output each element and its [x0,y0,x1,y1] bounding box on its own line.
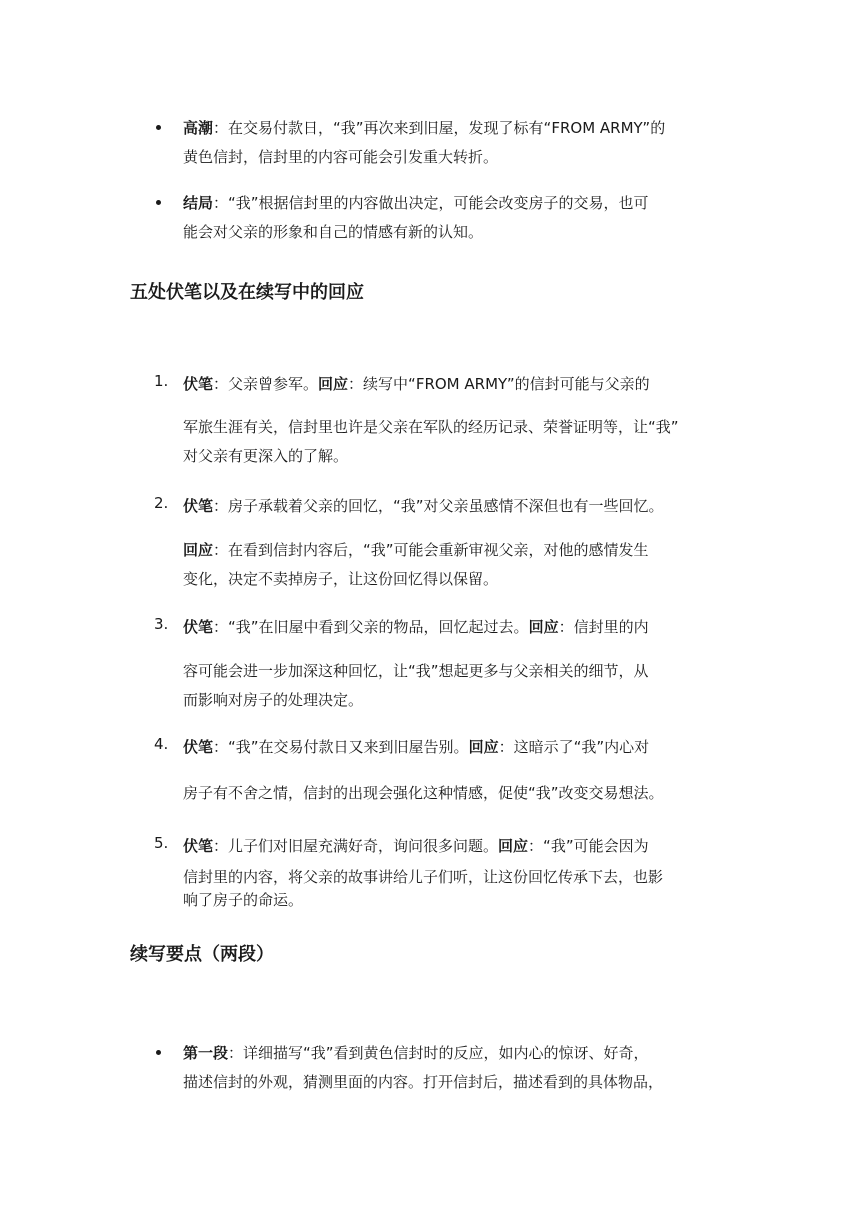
foreshadow-4-line-1 [183,735,738,759]
response-term: 回应 [318,375,349,393]
foreshadow-1-line-1 [183,372,738,396]
response-text: ：“我”可能会因为 [528,837,649,855]
foreshadow-text: ：儿子们对旧屋充满好奇，询问很多问题。 [213,837,499,855]
ending-line-1 [183,189,738,218]
foreshadow-5-line-2: 信封里的内容，将父亲的故事讲给儿子们听，让这份回忆传承下去，也影 [183,868,664,886]
foreshadow-text: ：“我”在旧屋中看到父亲的物品，回忆起过去。 [213,618,529,636]
response-term: 回应 [183,541,214,559]
response-text: ：续写中“FROM ARMY”的信封可能与父亲的 [348,375,650,393]
foreshadow-text: ：房子承载着父亲的回忆，“我”对父亲虽感情不深但也有一些回忆。 [213,497,664,515]
climax-text-1: ：在交易付款日，“我”再次来到旧屋，发现了标有“FROM ARMY”的 [213,119,666,137]
ending-line-2: 能会对父亲的形象和自己的情感有新的认知。 [183,223,484,241]
list-number: 1. [154,372,169,390]
foreshadow-2-line-2 [183,538,649,562]
para1-line-1 [183,1039,738,1068]
climax-line-1 [183,114,738,143]
list-item-foreshadow-2 [154,494,738,588]
response-text: ：在看到信封内容后，“我”可能会重新审视父亲，对他的感情发生 [213,541,649,559]
section-heading-foreshadows: 五处伏笔以及在续写中的回应 [130,282,364,303]
para1-text-1: ：详细描写“我”看到黄色信封时的反应，如内心的惊讶、好奇， [228,1044,649,1062]
foreshadow-4-line-2: 房子有不舍之情，信封的出现会强化这种情感，促使“我”改变交易想法。 [183,784,664,802]
response-text: ：信封里的内 [558,618,649,636]
para1-term: 第一段 [183,1044,229,1062]
list-item-foreshadow-5 [154,834,738,909]
foreshadow-term: 伏笔 [183,375,214,393]
ending-term: 结局 [183,194,214,212]
foreshadow-5-line-3: 响了房子的命运。 [183,891,304,909]
foreshadow-term: 伏笔 [183,738,214,756]
list-item-foreshadow-4 [154,735,738,802]
foreshadow-2-line-1 [183,494,738,518]
section-heading-key-points: 续写要点（两段） [130,944,274,965]
list-number: 2. [154,494,169,512]
foreshadow-1-line-3: 对父亲有更深入的了解。 [183,447,349,465]
list-item-foreshadow-1 [154,372,738,465]
list-item-paragraph-1 [183,1039,738,1097]
climax-term: 高潮 [183,119,214,137]
list-item-foreshadow-3 [154,615,738,709]
response-term: 回应 [468,738,499,756]
foreshadow-2-line-3: 变化，决定不卖掉房子，让这份回忆得以保留。 [183,570,499,588]
foreshadow-text: ：“我”在交易付款日又来到旧屋告别。 [213,738,469,756]
para1-line-2: 描述信封的外观，猜测里面的内容。打开信封后，描述看到的具体物品， [183,1073,664,1091]
list-item-ending [183,189,738,247]
list-number: 4. [154,735,169,753]
ending-text-1: ：“我”根据信封里的内容做出决定，可能会改变房子的交易，也可 [213,194,649,212]
foreshadow-text: ：父亲曾参军。 [213,375,319,393]
climax-line-2: 黄色信封，信封里的内容可能会引发重大转折。 [183,148,499,166]
foreshadow-term: 伏笔 [183,837,214,855]
foreshadow-3-line-1 [183,615,738,639]
foreshadow-term: 伏笔 [183,497,214,515]
foreshadow-3-line-2: 容可能会进一步加深这种回忆，让“我”想起更多与父亲相关的细节，从 [183,662,649,680]
foreshadow-term: 伏笔 [183,618,214,636]
foreshadow-5-line-1 [183,834,738,858]
list-number: 5. [154,834,169,852]
bullet-icon [156,200,161,205]
bullet-icon [156,1050,161,1055]
response-term: 回应 [498,837,529,855]
list-item-climax [183,114,738,172]
foreshadow-1-line-2: 军旅生涯有关，信封里也许是父亲在军队的经历记录、荣誉证明等，让“我” [183,418,679,436]
foreshadow-3-line-3: 而影响对房子的处理决定。 [183,691,364,709]
response-text: ：这暗示了“我”内心对 [498,738,650,756]
list-number: 3. [154,615,169,633]
bullet-icon [156,125,161,130]
response-term: 回应 [528,618,559,636]
